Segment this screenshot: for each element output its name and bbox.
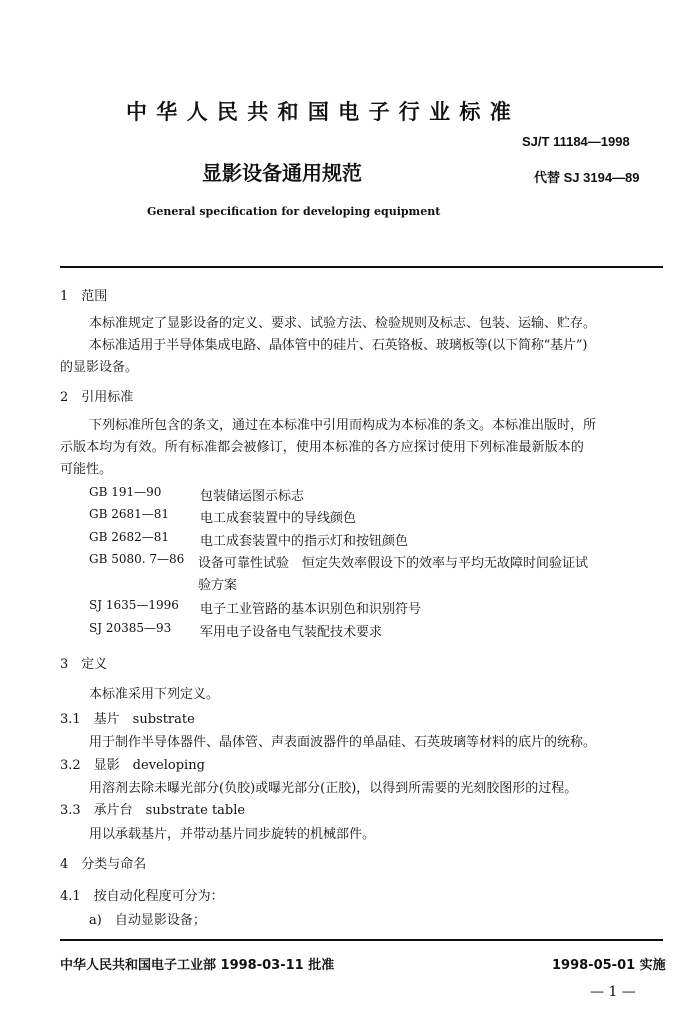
org-title: 中 华 人 民 共 和 国 电 子 行 业 标 准 bbox=[126, 100, 512, 124]
footer-divider bbox=[60, 939, 663, 941]
section-4-title: 4 分类与命名 bbox=[60, 857, 147, 872]
definition-3-1-heading: 3.1 基片 substrate bbox=[60, 712, 195, 727]
approval-line: 中华人民共和国电子工业部 1998-03-11 批准 bbox=[60, 958, 335, 973]
section-1-para-1: 本标准规定了显影设备的定义、要求、试验方法、检验规则及标志、包装、运输、贮存。 bbox=[89, 316, 597, 331]
section-2-para-line-2: 示版本均为有效。所有标准都会被修订，使用本标准的各方应探讨使用下列标准最新版本的 bbox=[60, 440, 585, 455]
definition-3-2-heading: 3.2 显影 developing bbox=[60, 758, 205, 773]
header-divider bbox=[60, 266, 663, 268]
section-2-title: 2 引用标准 bbox=[60, 390, 134, 405]
section-1-para-2-line-1: 本标准适用于半导体集成电路、晶体管中的硅片、石英铬板、玻璃板等(以下简称“基片”) bbox=[89, 338, 588, 353]
section-1-para-2-line-2: 的显影设备。 bbox=[60, 360, 139, 375]
standard-number: SJ/T 11184—1998 bbox=[522, 134, 630, 149]
ref-code: GB 5080. 7—86 bbox=[89, 552, 185, 566]
section-1-title: 1 范围 bbox=[60, 289, 108, 304]
clause-4-1-a: a) 自动显影设备； bbox=[89, 913, 206, 928]
definition-3-2-body: 用溶剂去除未曝光部分(负胶)或曝光部分(正胶)，以得到所需要的光刻胶图形的过程。 bbox=[89, 781, 578, 796]
ref-title: 军用电子设备电气装配技术要求 bbox=[200, 625, 383, 640]
ref-title: 电子工业管路的基本识别色和识别符号 bbox=[200, 602, 422, 617]
ref-code: GB 2681—81 bbox=[89, 507, 170, 521]
definition-3-1-body: 用于制作半导体器件、晶体管、声表面波器件的单晶硅、石英玻璃等材料的底片的统称。 bbox=[89, 735, 597, 750]
ref-title: 设备可靠性试验 恒定失效率假设下的效率与平均无故障时间验证试 bbox=[198, 556, 589, 571]
ref-title: 电工成套装置中的指示灯和按钮颜色 bbox=[200, 534, 409, 549]
effective-date: 1998-05-01 实施 bbox=[552, 958, 666, 973]
document-title-english: General specification for developing equipment bbox=[147, 205, 441, 218]
ref-code: GB 2682—81 bbox=[89, 530, 170, 544]
ref-title: 包装储运图示标志 bbox=[200, 489, 305, 504]
clause-4-1: 4.1 按自动化程度可分为： bbox=[60, 889, 224, 904]
definition-3-3-heading: 3.3 承片台 substrate table bbox=[60, 803, 246, 818]
ref-code: SJ 20385—93 bbox=[89, 621, 172, 635]
ref-title: 电工成套装置中的导线颜色 bbox=[200, 511, 357, 526]
section-2-para-line-1: 下列标准所包含的条文，通过在本标准中引用而构成为本标准的条文。本标准出版时，所 bbox=[89, 418, 597, 433]
section-3-title: 3 定义 bbox=[60, 657, 108, 672]
replaces-standard: 代替 SJ 3194—89 bbox=[534, 170, 640, 185]
ref-title-continued: 验方案 bbox=[198, 578, 238, 593]
document-title: 显影设备通用规范 bbox=[202, 161, 362, 185]
page-number: — 1 — bbox=[590, 984, 636, 1000]
section-3-intro: 本标准采用下列定义。 bbox=[89, 687, 220, 702]
section-2-para-line-3: 可能性。 bbox=[60, 462, 113, 477]
ref-code: GB 191—90 bbox=[89, 485, 162, 499]
definition-3-3-body: 用以承载基片，并带动基片同步旋转的机械部件。 bbox=[89, 827, 376, 842]
ref-code: SJ 1635—1996 bbox=[89, 598, 179, 612]
